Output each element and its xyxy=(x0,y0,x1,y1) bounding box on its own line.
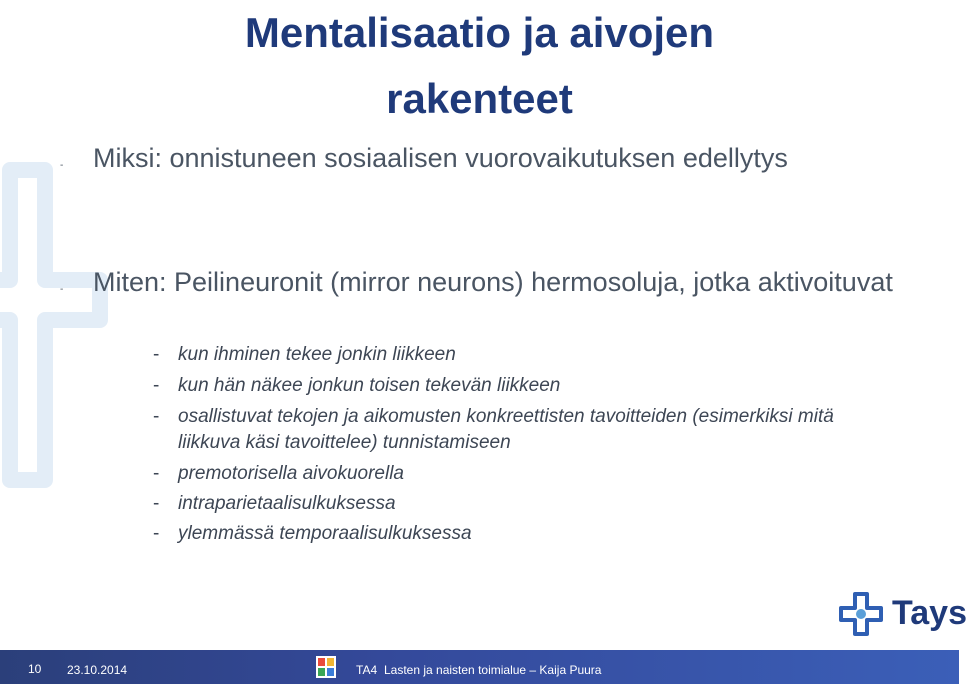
footer-bar xyxy=(0,650,959,684)
bullet-text: Miten: Peilineuronit (mirror neurons) hermosoluja, jotka aktivoituvat xyxy=(93,267,893,297)
footer-unit-code: TA4 xyxy=(356,663,378,677)
sub-text: premotorisella aivokuorella xyxy=(178,463,404,484)
page-number: 10 xyxy=(28,662,42,676)
sub-dash: - xyxy=(153,493,160,514)
bullet-dash: - xyxy=(60,160,64,171)
sub-text: intraparietaalisulkuksessa xyxy=(178,493,396,514)
bullet-text: Miksi: onnistuneen sosiaalisen vuorovaikutuksen edellytys xyxy=(93,143,788,173)
bullet-dash: - xyxy=(60,284,64,295)
slide-title xyxy=(0,0,959,132)
watermark-cross-icon xyxy=(0,160,110,490)
sub-text: ylemmässä temporaalisulkuksessa xyxy=(178,523,472,544)
ta4-logo-icon xyxy=(316,656,336,678)
sub-dash: - xyxy=(153,523,160,544)
title-line-1: Mentalisaatio ja aivojen xyxy=(244,9,715,56)
sub-text: osallistuvat tekojen ja aikomusten konkreettisten tavoitteiden (esimerkiksi mitä liikkuva käsi tavoittelee) tunnistamiseen xyxy=(178,406,834,453)
sub-text: kun hän näkee jonkun toisen tekevän liikkeen xyxy=(178,375,561,396)
sub-dash: - xyxy=(153,375,160,396)
title-line-2: rakenteet xyxy=(386,75,573,122)
sub-dash: - xyxy=(153,344,160,365)
tays-logo-text: Tays xyxy=(892,594,967,632)
footer-date: 23.10.2014 xyxy=(67,663,128,677)
sub-dash: - xyxy=(153,463,160,484)
sub-text: kun ihminen tekee jonkin liikkeen xyxy=(178,344,456,365)
footer-department: Lasten ja naisten toimialue – Kaija Puura xyxy=(384,663,602,677)
sub-dash: - xyxy=(153,406,160,427)
